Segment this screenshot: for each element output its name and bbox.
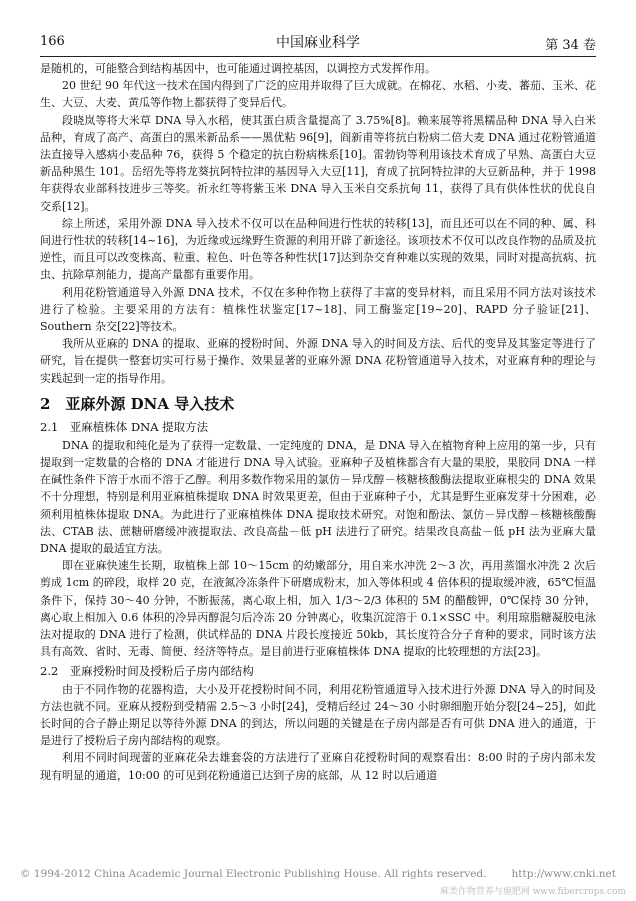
paragraph: 20 世纪 90 年代这一技术在国内得到了广泛的应用并取得了巨大成就。在棉花、水稻、小麦、蕃茄、玉米、花生、大豆、大麦、黄瓜等作物上都获得了变异后代。 [40, 79, 596, 110]
watermark-text: 麻类作物营养与施肥网 [439, 887, 530, 897]
watermark-url: www.fibercrops.com [532, 887, 626, 897]
section-heading: 2 亚麻外源 DNA 导入技术 [40, 394, 235, 413]
paragraph: 是随机的，可能整合到结构基因中，也可能通过调控基因，以调控方式发挥作用。 [40, 62, 436, 75]
journal-name: 中国麻业科学 [276, 35, 360, 51]
article-body [40, 60, 596, 784]
paragraph: 利用不同时间现蕾的亚麻花朵去雄套袋的方法进行了亚麻自花授粉时间的观察看出：8:00 时的子房内部未发现有明显的通道，10:00 的可见到花粉通道已达到子房的底部，从 12 时以后通道 [40, 751, 596, 782]
paragraph: 段晓岚等将大米草 DNA 导入水稻，使其蛋白质含量提高了 3.75%[8]。赖来展等将黑糯品种 DNA 导入白米品种，育成了高产、高蛋白的黑米新品系——黑优粘 96[9]，阎新甫等将抗白粉病二倍大麦 DNA 通过花粉管通道法直接导入感病小麦品种 76，获得 5 个稳定的抗白粉病株系[10]。雷勃钧等利用该技术育成了早熟、高蛋白大豆新品种黑生 101。岳绍先等将龙葵抗阿特拉津的基因导入大豆[11]，育成了抗阿特拉津的大豆新品种，并于 1998 年获得农业部科技进步三等奖。祈永红等将紫玉米 DNA 导入玉米自交系抗甸 11，获得了具有供体性状的优良自交系[12]。 [40, 113, 596, 213]
watermark [440, 884, 626, 897]
page-number: 166 [40, 34, 65, 49]
paragraph: 由于不同作物的花器构造，大小及开花授粉时间不同，利用花粉管通道导入技术进行外源 DNA 导入的时间及方法也就不同。亚麻从授粉到受精需 2.5～3 小时[24]，受精后经过 24～30 小时卵细胞开始分裂[24~25]，如此长时间的合子静止期足以等待外源 DNA 的到达，所以问题的关键是在子房内部是否有可供 DNA 进入的通道，于是进行了授粉后子房内部结构的观察。 [40, 682, 596, 748]
footer-link[interactable]: http://www.cnki.net [511, 868, 616, 880]
paragraph: DNA 的提取和纯化是为了获得一定数量、一定纯度的 DNA，是 DNA 导入在植物育种上应用的第一步，只有提取到一定数量的合格的 DNA 才能进行 DNA 导入试验。亚麻种子及植株都含有大量的果胶，果胶同 DNA 一样在碱性条件下溶于水而不溶于乙醇。利用多数作物采用的氯仿－异戊醇－核糖核酸酶法提取亚麻根尖的 DNA 效果不十分理想，特别是利用亚麻植株提取 DNA 时效果更差，但由于亚麻种子小，尤其是野生亚麻发芽十分困难，必须利用植株体提取 DNA。为此进行了亚麻植株体 DNA 提取技术研究。对饱和酚法、氯仿－异戊醇－核糖核酸酶法、CTAB 法、蔗糖研磨缓冲液提取法、改良高盐－低 pH 法进行了研究。结果改良高盐－低 pH 法为亚麻大量 DNA 提取的最适宜方法。 [40, 438, 596, 556]
subsection-heading: 2.1 亚麻植株体 DNA 提取方法 [40, 419, 209, 434]
header-rule [40, 56, 596, 57]
paragraph: 综上所述，采用外源 DNA 导入技术不仅可以在品种间进行性状的转移[13]，而且还可以在不同的种、属、科间进行性状的转移[14~16]，为近缘或远缘野生资源的利用开辟了新途径。该项技术不仅可以改良作物的品质及抗逆性，而且可以改变株高、粒重、粒色、叶色等各种性状[17]达到杂交育种难以实现的效果，同时对提高抗病、抗虫、抗除草剂能力，提高产量都有重要作用。 [40, 216, 596, 282]
volume-label: 第 34 卷 [545, 38, 596, 53]
paragraph: 利用花粉管通道导入外源 DNA 技术，不仅在多种作物上获得了丰富的变异材料，而且采用不同方法对该技术进行了检验。主要采用的方法有：植株性状鉴定[17~18]、同工酶鉴定[19~20]、RAPD 分子验证[21]、Southern 杂交[22]等技术。 [40, 285, 596, 334]
paragraph: 即在亚麻快速生长期，取植株上部 10～15cm 的幼嫩部分，用自来水冲洗 2～3 次，再用蒸馏水冲洗 2 次后剪成 1cm 的碎段，取样 20 克，在液氮冷冻条件下研磨成粉末，加入等体积或 4 倍体积的提取缓冲液，65℃恒温条件下，保持 30～40 分钟，不断振荡，离心取上相，加入 1/3～2/3 体积的 5M 的醋酸钾，0℃保持 30 分钟，离心取上相加入 0.6 体积的冷异丙醇混匀后冷冻 20 分钟离心，收集沉淀溶于 0.1×SSC 中。利用琼脂糖凝胶电泳法对提取的 DNA 进行了检测，供试样品的 DNA 片段长度接近 50kb，其长度符合分子育种的要求，同时该方法具有高效、省时、无毒、简便、经济等特点。是目前进行亚麻植株体 DNA 提取的比较理想的方法[23]。 [40, 559, 596, 659]
subsection-heading: 2.2 亚麻授粉时间及授粉后子房内部结构 [40, 663, 254, 678]
paragraph: 我所从亚麻的 DNA 的提取、亚麻的授粉时间、外源 DNA 导入的时间及方法、后代的变异及其鉴定等进行了研究，旨在提供一整套切实可行易于操作、效果显著的亚麻外源 DNA 花粉管通道导入技术，对亚麻育种的理论与实践起到一定的指导作用。 [40, 337, 596, 385]
page-header [40, 28, 596, 54]
copyright-notice: © 1994-2012 China Academic Journal Electronic Publishing House. All rights reserved. [20, 868, 487, 880]
